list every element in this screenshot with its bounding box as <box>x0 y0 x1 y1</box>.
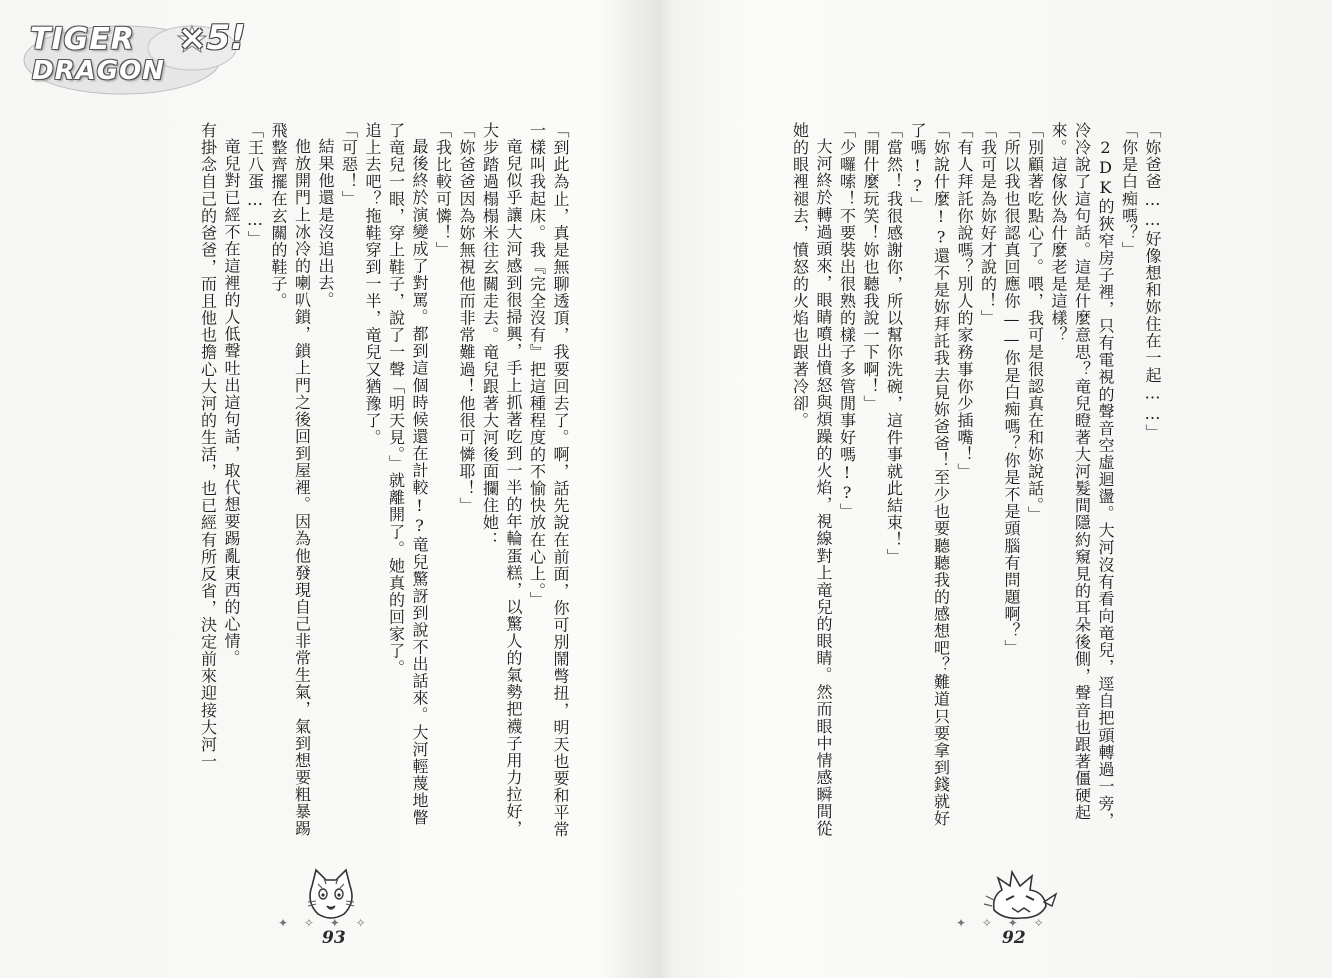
left-page-text <box>196 122 572 842</box>
paragraph: 「妳爸爸……好像想和妳住在一起……」 <box>1143 122 1162 441</box>
paragraph: 最後終於演變成了對罵。都到這個時候還在計較!?竜兒驚訝到說不出話來。大河輕蔑地瞥了竜兒一眼，穿上鞋子，說了一聲「明天見。」就離開了。她真的回家了。 <box>386 122 429 826</box>
right-page-text <box>788 122 1164 842</box>
paragraph: 「當然！我很感謝你，所以幫你洗碗，這件事就此結束！」 <box>884 122 904 566</box>
paragraph: 「妳說什麼!?還不是妳拜託我去見妳爸爸！至少也要聽聽我的感想吧？難道只要拿到錢就好了嗎!?」 <box>908 122 951 828</box>
series-logo <box>22 18 252 98</box>
paragraph: 有掛念自己的爸爸，而且他也擔心大河的生活，也已經有所反省，決定前來迎接大河一 <box>198 122 218 770</box>
paragraph: 「王八蛋……」 <box>245 122 265 248</box>
logo-suffix: ×5! <box>178 18 246 58</box>
paragraph: 竜兒似乎讓大河感到很掃興，手上抓著吃到一半的年輪蛋糕，以驚人的氣勢把襪子用力拉好，大步踏過榻榻米往玄關走去。竜兒跟著大河後面攔住她： <box>480 122 523 838</box>
paragraph: 竜兒對已經不在這裡的人低聲吐出這句話，取代想要踢亂東西的心情。 <box>222 138 241 667</box>
logo-line2: DRAGON <box>32 56 165 86</box>
paragraph: 「開什麼玩笑！妳也聽我說一下啊！」 <box>861 122 880 412</box>
paragraph: 「有人拜託你說嗎？別人的家務事你少插嘴！」 <box>955 122 974 481</box>
paragraph: 追上去吧？拖鞋穿到一半，竜兒又猶豫了。 <box>363 122 382 446</box>
paragraph: 「別顧著吃點心了。喂，我可是很認真在和妳說話。」 <box>1025 122 1045 524</box>
paragraph: 「可惡！」 <box>339 122 359 208</box>
logo-line1: TIGER <box>30 22 135 57</box>
paragraph: 他放開門上冰冷的喇叭鎖，鎖上門之後回到屋裡。因為他發現自己非常生氣，氣到想要粗暴踢飛整齊擺在玄關的鞋子。 <box>269 122 312 838</box>
right-page <box>668 0 1332 978</box>
paragraph: 「我比較可憐！」 <box>433 122 453 259</box>
left-page-number: 93 <box>322 928 346 948</box>
paragraph: 「我可是為妳好才說的！」 <box>978 122 998 327</box>
paragraph: 「妳爸爸因為妳無視他而非常難過！他很可憐耶！」 <box>457 122 476 515</box>
paragraph: 「你是白痴嗎？」 <box>1119 122 1139 259</box>
paragraph: 「所以我也很認真回應你——你是白痴嗎？你是不是頭腦有問題啊？」 <box>1002 122 1021 657</box>
right-page-number: 92 <box>1002 928 1026 948</box>
paragraph: 「少囉嗦！不要裝出很熟的樣子多管閒事好嗎!?」 <box>837 122 857 521</box>
paragraph: 2DK的狹窄房子裡，只有電視的聲音空虛迴盪。大河沒有看向竜兒，逕自把頭轉過一旁，冷冷說了這句話。這是什麼意思？竜兒瞪著大河髮間隱約窺見的耳朵後側，聲音也跟著僵硬起來。這傢伙為什麼老是這樣？ <box>1049 122 1115 829</box>
paragraph: 結果他還是沒追出去。 <box>316 138 335 309</box>
paragraph: 大河終於轉過頭來，眼睛噴出憤怒與煩躁的火焰，視線對上竜兒的眼睛。然而眼中情感瞬間從她的眼裡褪去，憤怒的火焰也跟著冷卻。 <box>790 122 833 838</box>
left-page <box>0 0 664 978</box>
left-stars-decoration: ✦ ✧ ✦ ✧ <box>278 916 372 930</box>
right-stars-decoration: ✦ ✧ ✦ ✧ <box>956 916 1050 930</box>
paragraph: 「到此為止，真是無聊透頂，我要回去了。啊，話先說在前面，你可別鬧彆扭，明天也要和平常一樣叫我起床。我『完全沒有』把這種程度的不愉快放在心上。」 <box>527 122 570 839</box>
